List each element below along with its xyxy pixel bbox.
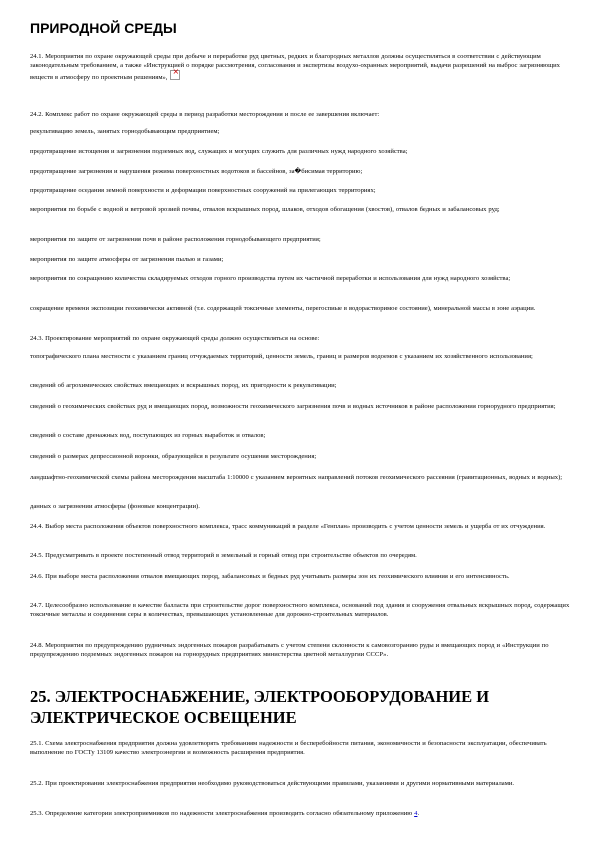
list-item: сведений о составе дренажных вод, поступающих из горных выработок и отвалов; [30,432,266,439]
paragraph-25-2: 25.2. При проектировании электроснабжения предприятия необходимо руководствоваться действующими правилами, указаниями и другими нормативными материалами. [30,780,515,787]
list-item: предотвращение оседания земной поверхности и деформации поверхностных сооружений на прилегающих территориях; [30,187,376,194]
list-item: сведений о геохимических свойствах руд и вмещающих пород, возможности геохимического загрязнения почв и водных источников в районе расположения горнорудного предприятия; [30,403,556,410]
list-item: сведений об агрохимических свойствах вмещающих и вскрышных пород, их пригодности к рекультивации; [30,382,337,389]
list-item: мероприятия по защите от загрязнения почв в районе расположения горнодобывающего предприятия; [30,236,321,243]
list-item: ландшафтно-геохимической схемы района месторождения масштаба 1:10000 с указанием вероятных направлений потоков геохимического рассеяния (гравитационных, водных и водных); [30,474,563,481]
list-item: мероприятия по борьбе с водной и ветровой эрозией почвы, отвалов вскрышных пород, шлаков, отходов обогащения (хвостов), отвалов бедных и забалансовых руд; [30,206,500,213]
paragraph-24-2: 24.2. Комплекс работ по охране окружающей среды в период разработки месторождения и после ее завершения включает: [30,111,380,118]
list-item: топографического плана местности с указанием границ отчуждаемых территорий, ценности земель, границ и размеров водоемов с указанием их хозяйственного использования; [30,353,533,360]
paragraph-24-1: 24.1. Мероприятия по охране окружающей среды при добыче и переработке руд цветных, редких и благородных металлов должны осуществляться в соответствии с действующим законодательным требованием, а также «Инструкцией о порядке рассмотрения, согласования и экспертизы воздухо-охранных мероприятий, выдачи разрешений на выброс загрязняющих веществ в атмосферу по проектным решениям»,× [30,53,570,83]
list-item: мероприятия по сокращению количества складируемых отходов горного производства путем их частичной переработки и использования для нужд народного хозяйства; [30,275,511,282]
broken-image-icon [170,70,180,80]
list-item: рекультивацию земель, занятых горнодобывающим предприятием; [30,128,220,135]
paragraph-24-5: 24.5. Предусматривать в проекте постепенный отвод территорий в земельный и горный отвод при строительстве объектов по очередям. [30,552,417,559]
appendix-link[interactable]: 4 [414,810,418,817]
list-item: сведений о размерах депрессионной воронки, образующейся в результате осушения месторождения; [30,453,317,460]
section-heading-25: 25. ЭЛЕКТРОСНАБЖЕНИЕ, ЭЛЕКТРООБОРУДОВАНИЕ И ЭЛЕКТРИЧЕСКОЕ ОСВЕЩЕНИЕ [30,687,490,727]
list-item: предотвращение истощения и загрязнения подземных вод, служащих и могущих служить для различных нужд народного хозяйства; [30,148,408,155]
list-item: мероприятия по защите атмосферы от загрязнения пылью и газами; [30,256,224,263]
paragraph-24-4: 24.4. Выбор места расположения объектов поверхностного комплекса, трасс коммуникаций в разделе «Генплан» производить с учетом ценности земель и ущерба от их отчуждения. [30,523,546,530]
paragraph-24-3: 24.3. Проектирование мероприятий по охране окружающей среды должно осуществляться на основе: [30,335,320,342]
paragraph-25-3: 25.3. Определение категории электроприемников по надежности электроснабжения производить согласно обязательному приложению 4. [30,810,420,817]
paragraph-24-8: 24.8. Мероприятия по предупреждению рудничных эндогенных пожаров разрабатывать с учетом степени склонности к самовозгоранию руды и вмещающих пород и «Инструкции по предупреждению подземных эндогенных пожаров на горнорудных предприятиях министерства цветной металлургии СССР». [30,642,549,658]
paragraph-25-1: 25.1. Схема электроснабжения предприятия должна удовлетворять требованиям надежности и бесперебойности питания, экономичности и безопасности эксплуатации, обеспечивать выполнение по ГОСТу 13109 качество электроэнергии и возможность расширения предприятия. [30,740,547,756]
list-item: предотвращение загрязнения и нарушения режима поверхностных водотоков и бассейнов, за�бисимая территорию; [30,168,363,175]
section-heading-top: ПРИРОДНОЙ СРЕДЫ [30,20,177,36]
paragraph-24-6: 24.6. При выборе места расположения отвалов вмещающих пород, забалансовых и бедных руд учитывать размеры зон их геохимического влияния и его интенсивность. [30,573,510,580]
paragraph-24-7: 24.7. Целесообразно использование в качестве балласта при строительстве дорог поверхностного комплекса, оснований под здания и сооружения отвальных вскрышных пород, содержащих токсичные металлы и соединения серы в количествах, превышающих установленные для дорожно-строительных материалов. [30,602,570,618]
list-item: сокращение времени экспозиции геохимически активной (т.е. содержащей токсичные элементы, перегоспиые в водорастворимое состояние), минеральной массы в зоне аэрации. [30,305,536,312]
list-item: данных о загрязнении атмосферы (фоновые концентрации). [30,503,200,510]
